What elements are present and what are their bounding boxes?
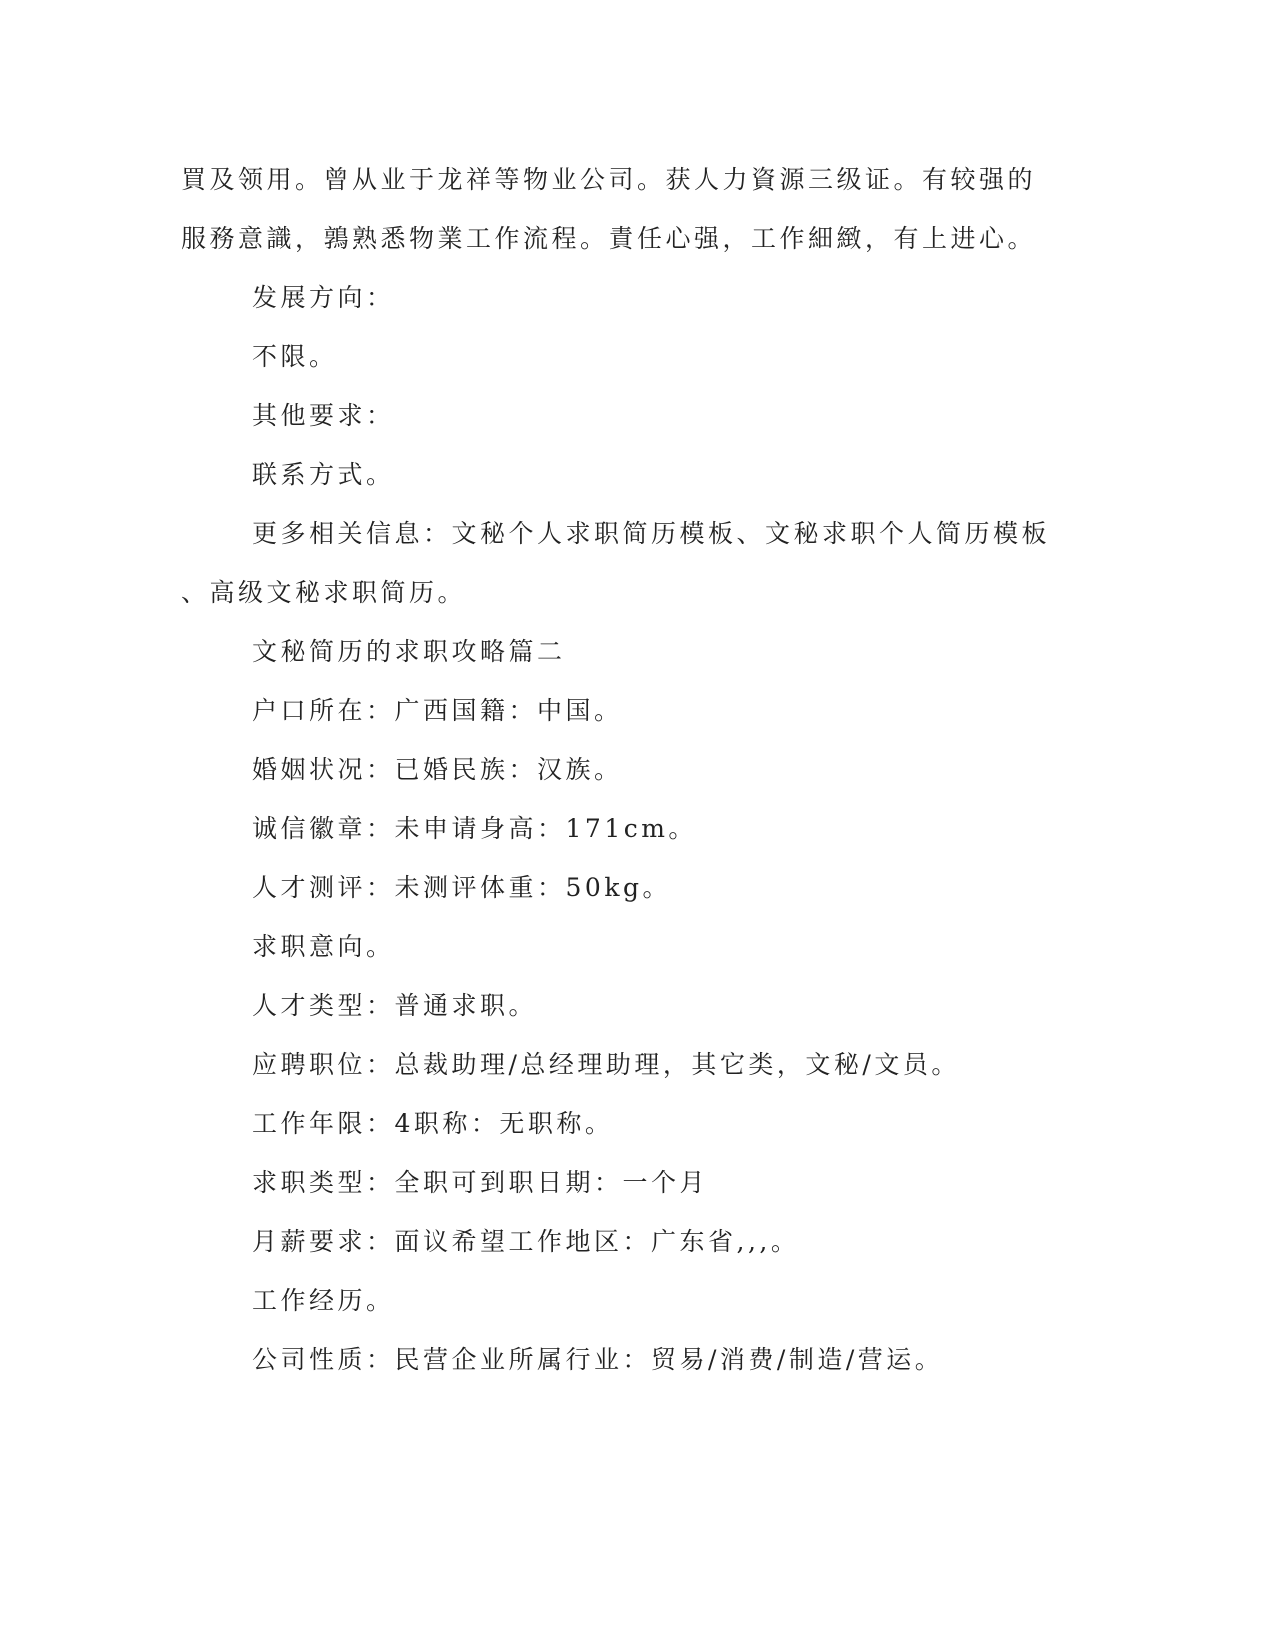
paragraph-line: 服務意識，鶉熟悉物業工作流程。責任心强，工作細緻，有上进心。 [181, 224, 1037, 253]
info-line: 应聘职位：总裁助理/总经理助理，其它类，文秘/文员。 [252, 1050, 960, 1079]
info-line: 婚姻状况：已婚民族：汉族。 [252, 755, 623, 784]
paragraph-line: 不限。 [252, 342, 338, 371]
section-label: 工作经历。 [252, 1286, 395, 1315]
info-line: 诚信徽章：未申请身高：171cm。 [252, 814, 697, 843]
document-body [181, 160, 1051, 1399]
info-line: 户口所在：广西国籍：中国。 [252, 696, 623, 725]
paragraph-line: 買及领用。曾从业于龙祥等物业公司。获人力資源三级证。有较强的 [181, 165, 1037, 194]
info-line: 求职类型：全职可到职日期：一个月 [252, 1168, 709, 1197]
paragraph-line: 更多相关信息：文秘个人求职简历模板、文秘求职个人简历模板 [252, 519, 1051, 548]
section-label: 发展方向： [252, 283, 395, 312]
section-label: 其他要求： [252, 401, 395, 430]
info-line: 人才类型：普通求职。 [252, 991, 538, 1020]
info-line: 公司性质：民营企业所属行业：贸易/消费/制造/营运。 [252, 1345, 944, 1374]
paragraph-line: 联系方式。 [252, 460, 395, 489]
info-line: 月薪要求：面议希望工作地区：广东省,,,。 [252, 1227, 800, 1256]
section-heading: 文秘简历的求职攻略篇二 [252, 637, 566, 666]
paragraph-line: 、高级文秘求职简历。 [181, 578, 467, 607]
info-line: 工作年限：4职称：无职称。 [252, 1109, 614, 1138]
info-line: 人才测评：未测评体重：50kg。 [252, 873, 671, 902]
section-label: 求职意向。 [252, 932, 395, 961]
